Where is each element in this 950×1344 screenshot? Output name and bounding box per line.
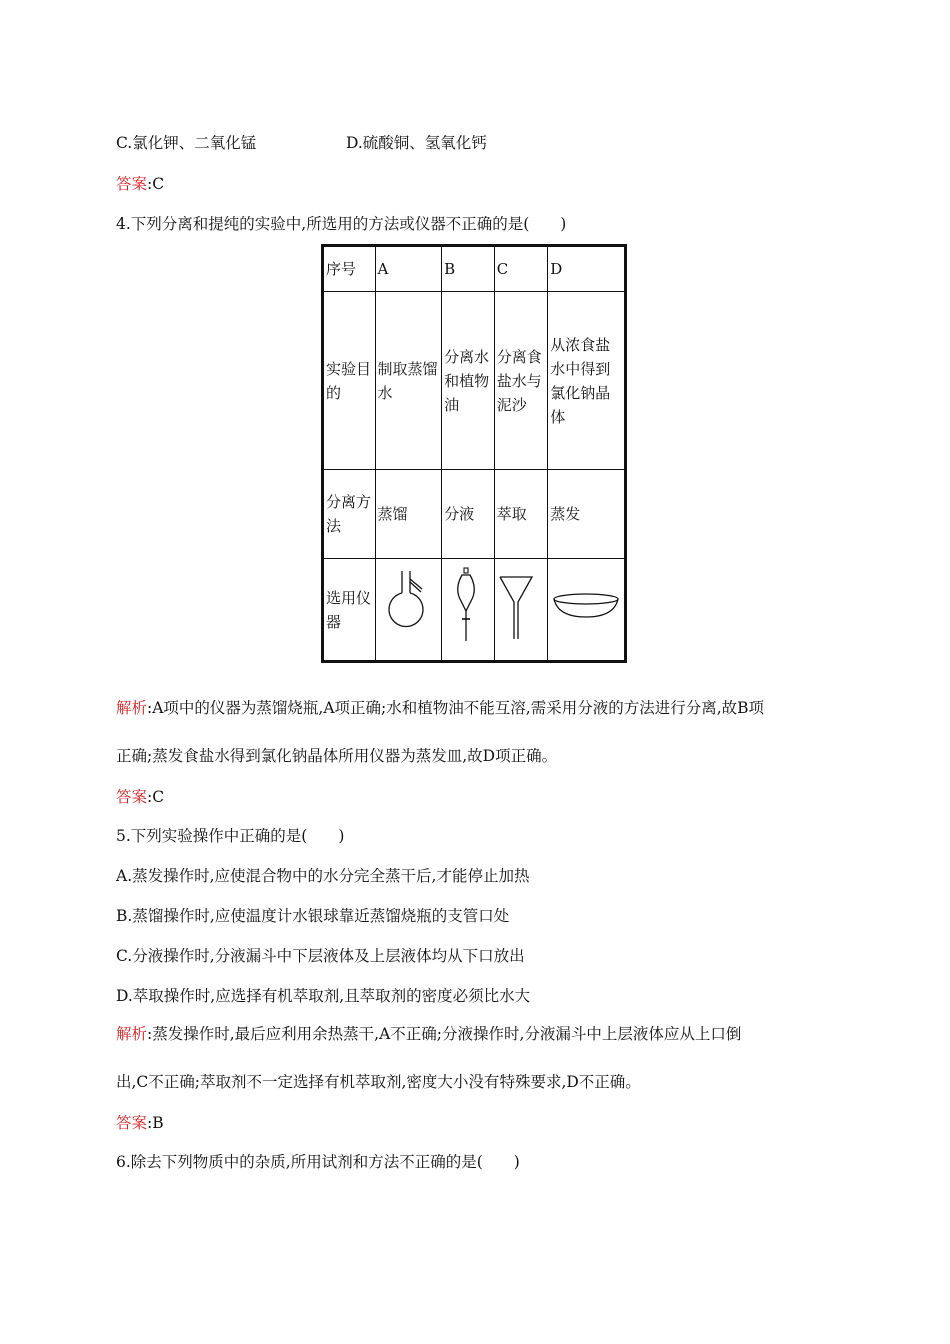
- row-label: 分离方法: [323, 470, 376, 559]
- q5-option-a: A.蒸发操作时,应使混合物中的水分完全蒸干后,才能停止加热: [116, 867, 530, 885]
- q3-answer: [116, 172, 164, 194]
- header-cell: 序号: [323, 246, 376, 292]
- table-header-row: [323, 246, 626, 292]
- analysis-text: :A项中的仪器为蒸馏烧瓶,A项正确;水和植物油不能互溶,需采用分液的方法进行分离,故B项: [147, 699, 765, 717]
- answer-value: :B: [147, 1114, 164, 1132]
- q5-option-b: B.蒸馏操作时,应使温度计水银球靠近蒸馏烧瓶的支管口处: [116, 907, 510, 925]
- row-label: 选用仪器: [323, 559, 376, 662]
- evaporating-dish-icon: [550, 567, 622, 653]
- instrument-cell: [494, 559, 548, 662]
- q4-answer: [116, 785, 164, 807]
- answer-value: :C: [147, 175, 165, 193]
- purpose-cell: 分离水和植物油: [442, 292, 495, 470]
- purpose-cell: 制取蒸馏水: [375, 292, 442, 470]
- q3-option-c: C.氯化钾、二氧化锰: [116, 134, 257, 152]
- table-row-instrument: [323, 559, 626, 662]
- q5-analysis-line1: [116, 1022, 741, 1044]
- q4-analysis-line1: [116, 696, 764, 718]
- header-cell: D: [548, 246, 626, 292]
- instrument-cell: [375, 559, 442, 662]
- instrument-cell: [548, 559, 626, 662]
- analysis-label: 解析: [116, 699, 148, 717]
- q5-option-c: C.分液操作时,分液漏斗中下层液体及上层液体均从下口放出: [116, 947, 525, 965]
- q5-option-d: D.萃取操作时,应选择有机萃取剂,且萃取剂的密度必须比水大: [116, 987, 531, 1005]
- q6-stem: 6.除去下列物质中的杂质,所用试剂和方法不正确的是( ): [116, 1153, 520, 1171]
- q4-stem: 4.下列分离和提纯的实验中,所选用的方法或仪器不正确的是( ): [116, 215, 567, 233]
- method-cell: 蒸馏: [375, 470, 442, 559]
- header-cell: A: [375, 246, 442, 292]
- row-label: 实验目的: [323, 292, 376, 470]
- q5-answer: [116, 1111, 164, 1133]
- instrument-cell: [442, 559, 495, 662]
- method-cell: 蒸发: [548, 470, 626, 559]
- answer-label: 答案: [116, 788, 148, 806]
- experiment-table: [321, 244, 627, 663]
- method-cell: 分液: [442, 470, 495, 559]
- purpose-cell: 从浓食盐水中得到氯化钠晶体: [548, 292, 626, 470]
- q4-analysis-line2: 正确;蒸发食盐水得到氯化钠晶体所用仪器为蒸发皿,故D项正确。: [116, 747, 558, 765]
- method-cell: 萃取: [494, 470, 548, 559]
- answer-value: :C: [147, 788, 165, 806]
- analysis-text: :蒸发操作时,最后应利用余热蒸干,A不正确;分液操作时,分液漏斗中上层液体应从上口倒: [147, 1025, 742, 1043]
- q5-stem: 5.下列实验操作中正确的是( ): [116, 827, 345, 845]
- analysis-label: 解析: [116, 1025, 148, 1043]
- q5-analysis-line2: 出,C不正确;萃取剂不一定选择有机萃取剂,密度大小没有特殊要求,D不正确。: [116, 1073, 641, 1091]
- header-cell: C: [494, 246, 548, 292]
- funnel-icon: [497, 567, 547, 653]
- table-row-purpose: [323, 292, 626, 470]
- answer-label: 答案: [116, 175, 148, 193]
- purpose-cell: 分离食盐水与泥沙: [494, 292, 548, 470]
- answer-label: 答案: [116, 1114, 148, 1132]
- header-cell: B: [442, 246, 495, 292]
- q3-option-d: D.硫酸铜、氢氧化钙: [346, 134, 487, 152]
- table-row-method: [323, 470, 626, 559]
- distillation-flask-icon: [378, 567, 438, 653]
